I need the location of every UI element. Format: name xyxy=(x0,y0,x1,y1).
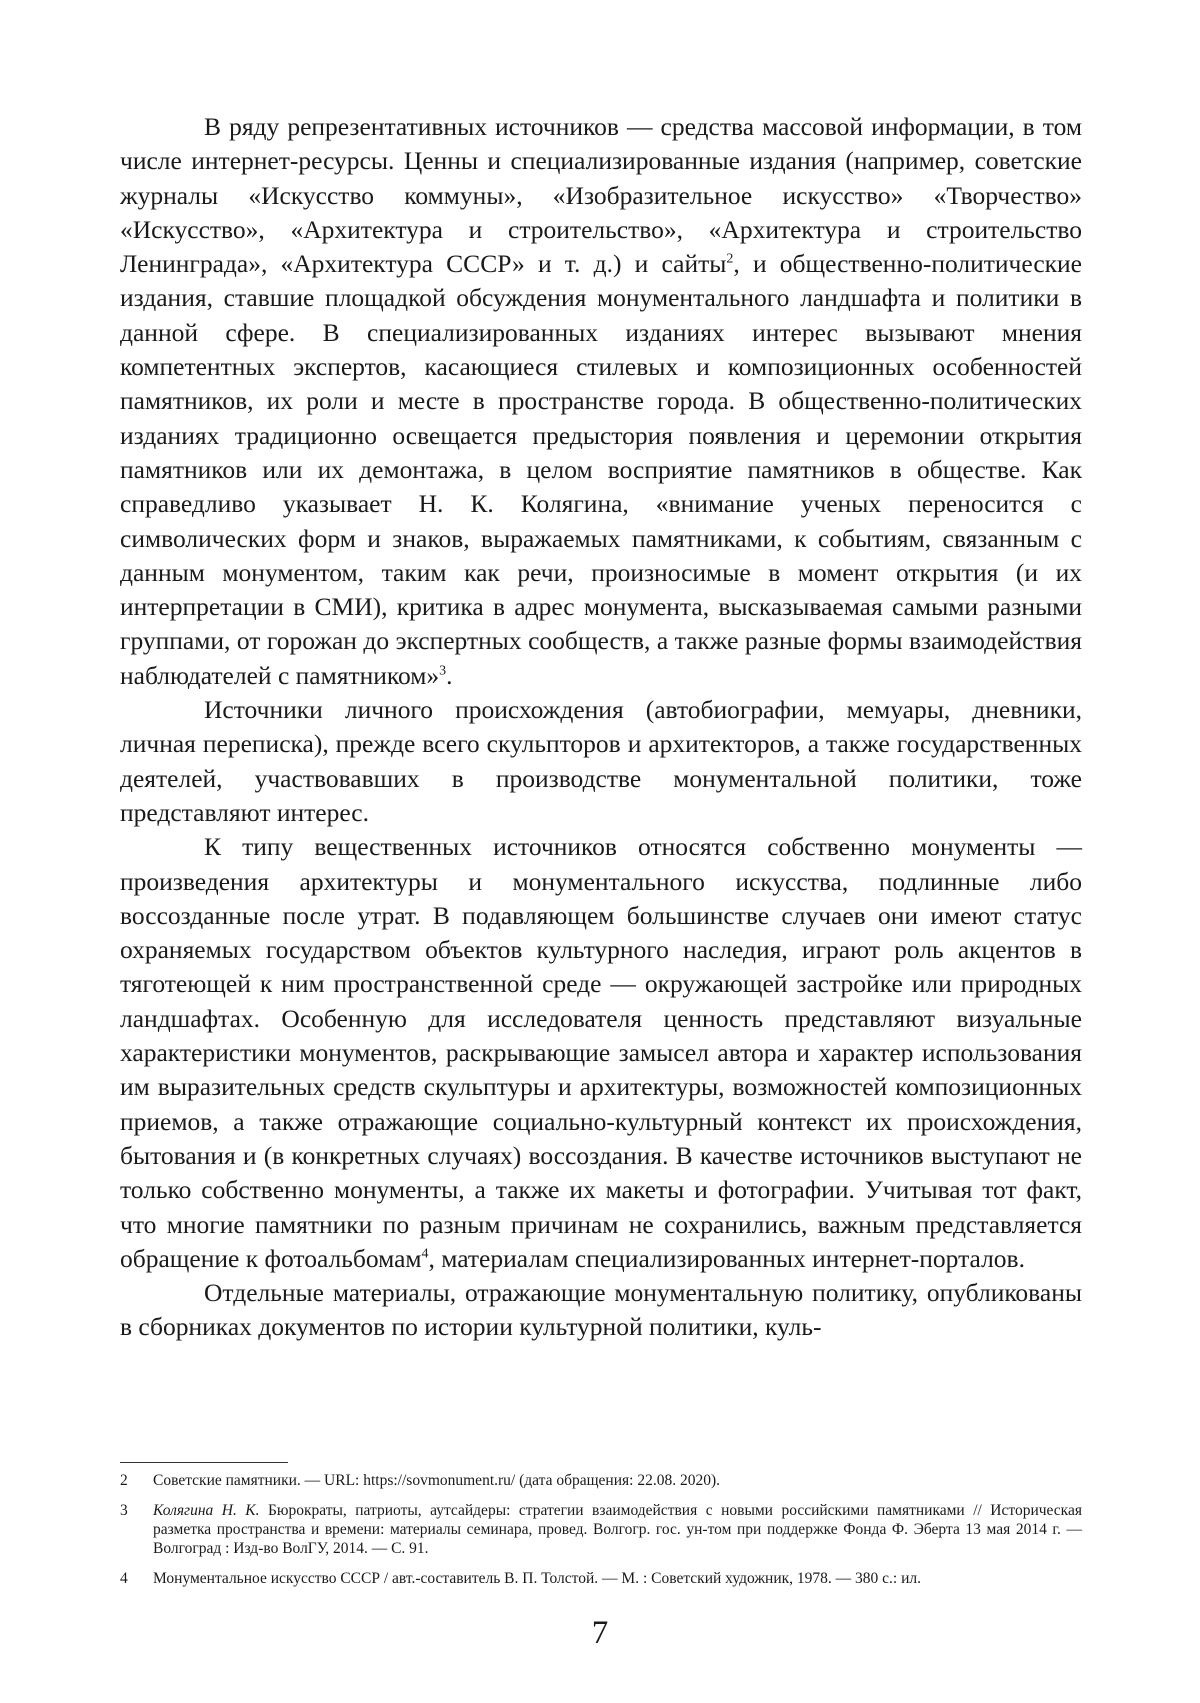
footnote-author: Колягина Н. К. xyxy=(153,1502,260,1519)
footnote-3 xyxy=(120,1501,1082,1558)
footnote-divider xyxy=(120,1462,288,1463)
paragraph-1-text-cont: , и общественно-политические издания, ставшие площадкой обсуждения монументального ландшафта и политики в данной сфере. В специализированных изданиях интерес вызывают мнения компетентных экспертов, касающиеся стилевых и композиционных особенностей памятников, их роли и месте в пространстве города. В общественно-политических изданиях традиционно освещается предыстория появления и церемонии открытия памятников или их демонтажа, в целом восприятие памятников в обществе. Как справедливо указывает Н. К. Колягина, «внимание ученых переносится с символических форм и знаков, выражаемых памятниками, к событиям, связанным с данным монументом, таким как речи, произносимые в момент открытия (и их интерпретации в СМИ), критика в адрес монумента, высказываемая самыми разными группами, от горожан до экспертных сообществ, а также разные формы взаимодействия наблюдателей с памятником» xyxy=(120,249,1082,690)
footnote-ref-2[interactable]: 2 xyxy=(726,251,734,267)
paragraph-1 xyxy=(120,110,1082,693)
paragraph-4-text: Отдельные материалы, отражающие монументальную политику, опубликованы в сборниках документов по истории культурной политики, куль- xyxy=(120,1278,1082,1342)
paragraph-1-end: . xyxy=(446,660,453,690)
footnote-body: Бюрократы, патриоты, аутсайдеры: стратегии взаимодействия с новыми российскими памятниками // Историческая разметка пространства и времени: материалы семинара, провед. Волгогр. гос. ун-том при поддержке Фонда Ф. Эберта 13 мая 2014 г. — Волгоград : Изд-во ВолГУ, 2014. — С. 91. xyxy=(153,1502,1082,1557)
paragraph-3-text-cont: , материалам специализированных интернет-порталов. xyxy=(428,1243,1025,1273)
footnote-ref-4[interactable]: 4 xyxy=(421,1246,429,1262)
paragraph-3-text: К типу вещественных источников относятся собственно монументы — произведения архитектуры и монументального искусства, подлинные либо воссозданные после утрат. В подавляющем большинстве случаев они имеют статус охраняемых государством объектов культурного наследия, играют роль акцентов в тяготеющей к ним пространственной среде — окружающей застройке или природных ландшафтах. Особенную для исследователя ценность представляют визуальные характеристики монументов, раскрывающие замысел автора и характер использования им выразительных средств скульптуры и архитектуры, возможностей композиционных приемов, а также отражающие социально-культурный контекст их происхождения, бытования и (в конкретных случаях) воссоздания. В качестве источников выступают не только собственно монументы, а также их макеты и фотографии. Учитывая тот факт, что многие памятники по разным причинам не сохранились, важным представляется обращение к фотоальбомам xyxy=(120,832,1082,1273)
footnote-ref-3[interactable]: 3 xyxy=(439,663,447,679)
footnote-4 xyxy=(120,1569,1082,1588)
footnote-body: Монументальное искусство СССР / авт.-составитель В. П. Толстой. — М. : Советский художник, 1978. — 380 с.: ил. xyxy=(153,1570,922,1587)
body-text xyxy=(120,110,1082,1345)
footnote-number: 4 xyxy=(120,1570,128,1587)
footnote-number: 3 xyxy=(120,1502,128,1519)
footnotes xyxy=(120,1471,1082,1599)
paragraph-4 xyxy=(120,1276,1082,1345)
footnote-number: 2 xyxy=(120,1472,128,1489)
paragraph-3 xyxy=(120,830,1082,1276)
page-number: 7 xyxy=(591,1615,609,1651)
footnote-2 xyxy=(120,1471,1082,1490)
paragraph-1-text: В ряду репрезентативных источников — средства массовой информации, в том числе интернет-ресурсы. Ценны и специализированные издания (например, советские журналы «Искусство коммуны», «Изобразительное искусство» «Творчество» «Искусство», «Архитектура и строительство», «Архитектура и строительство Ленинграда», «Архитектура СССР» и т. д.) и сайты xyxy=(120,112,1082,279)
footnote-text xyxy=(153,1501,1082,1558)
footnote-text xyxy=(153,1569,1082,1588)
paragraph-2-text: Источники личного происхождения (автобиографии, мемуары, дневники, личная переписка), прежде всего скульпторов и архитекторов, а также государственных деятелей, участвовавших в производстве монументальной политики, тоже представляют интерес. xyxy=(120,695,1082,827)
footnote-text xyxy=(153,1471,1082,1490)
paragraph-2 xyxy=(120,693,1082,830)
footnote-body: Советские памятники. — URL: https://sovmonument.ru/ (дата обращения: 22.08. 2020). xyxy=(153,1472,720,1489)
